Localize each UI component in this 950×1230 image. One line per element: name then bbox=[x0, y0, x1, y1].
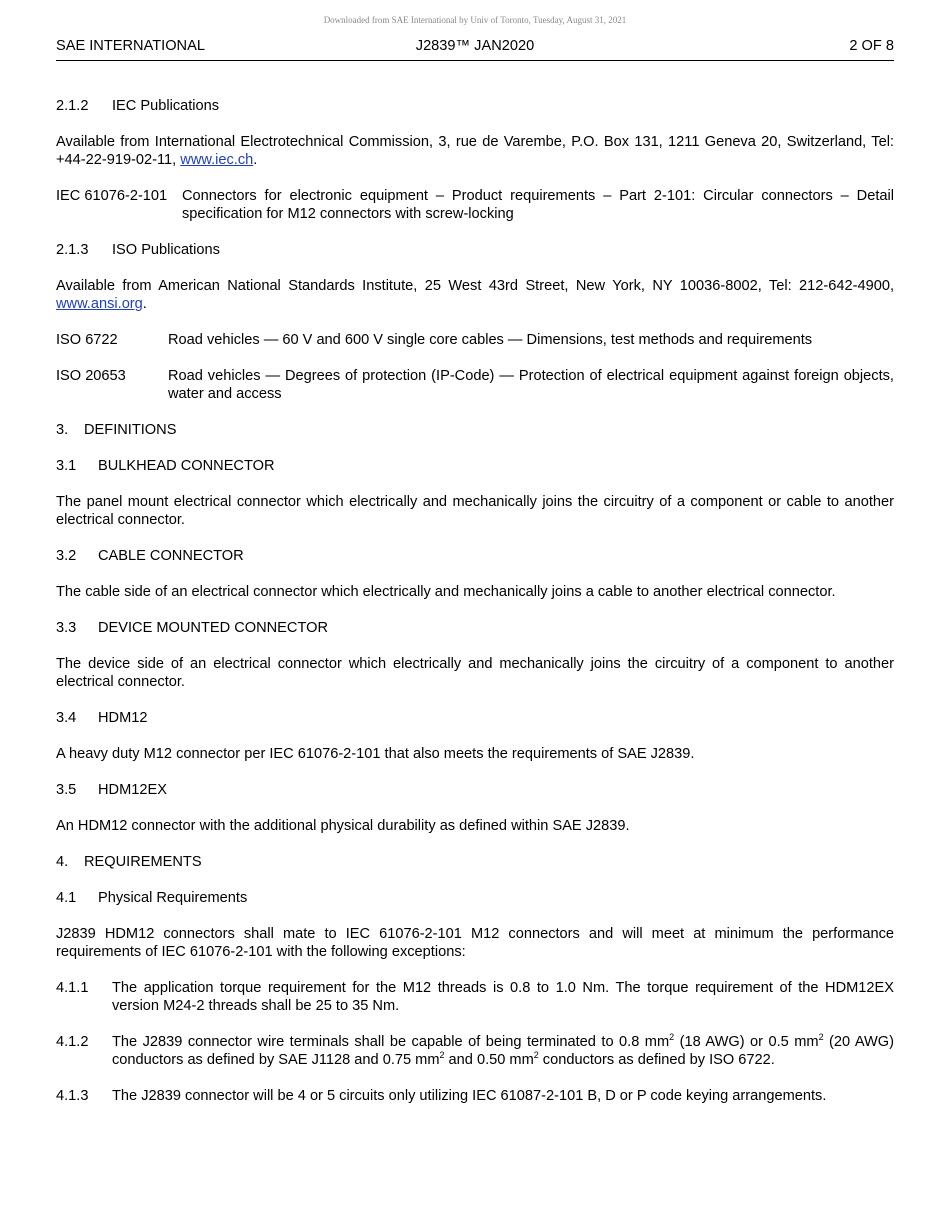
requirement-4-1-2: 4.1.2 The J2839 connector wire terminals shall be capable of being terminated to 0.8 $mm^2$ (18 AWG) or 0.5 $mm^2$ (20 AWG) conductors as defined by SAE J1128 and 0.75 $mm^2$ and 0.50 $mm^2$ conductors as defined by ISO 6722. bbox=[56, 1032, 894, 1068]
ansi-link[interactable]: www.ansi.org bbox=[56, 296, 143, 312]
section-heading-2-1-3: 2.1.3 ISO Publications bbox=[56, 242, 220, 258]
iec-availability: Available from International Electrotechnical Commission, 3, rue de Varembe, P.O. Box 131, 1211 Geneva 20, Switzerland, Tel: +44-22-919-02-11, www.iec.ch. bbox=[56, 134, 894, 168]
physical-requirements-intro: J2839 HDM12 connectors shall mate to IEC 61076-2-101 M12 connectors and will meet at minimum the performance requirements of IEC 61076-2-101 with the following exceptions: bbox=[56, 926, 894, 960]
requirement-4-1-1: 4.1.1 The application torque requirement for the M12 threads is 0.8 to 1.0 Nm. The torque requirement of the HDM12EX version M24-2 threads shall be 25 to 35 Nm. bbox=[56, 980, 894, 1014]
header-page-number: 2 OF 8 bbox=[849, 38, 894, 54]
reference-iso-6722: ISO 6722 Road vehicles — 60 V and 600 V single core cables — Dimensions, test methods and requirements bbox=[56, 332, 813, 348]
page-header bbox=[56, 38, 894, 61]
section-heading-2-1-2: 2.1.2 IEC Publications bbox=[56, 98, 220, 114]
section-heading-4: 4. REQUIREMENTS bbox=[56, 854, 202, 870]
requirement-4-1-3: 4.1.3 The J2839 connector will be 4 or 5 circuits only utilizing IEC 61087-2-101 B, D or P code keying arrangements. bbox=[56, 1088, 827, 1104]
reference-iec-61076: IEC 61076-2-101 Connectors for electronic equipment – Product requirements – Part 2-101: Circular connectors – Detail specification for M12 connectors with screw-locking bbox=[56, 188, 894, 222]
header-org: SAE INTERNATIONAL bbox=[56, 38, 205, 54]
section-heading-3-5: 3.5 HDM12EX bbox=[56, 782, 167, 798]
section-heading-3-2: 3.2 CABLE CONNECTOR bbox=[56, 548, 244, 564]
definition-device-mounted-connector: The device side of an electrical connector which electrically and mechanically joins the circuitry of a component to another electrical connector. bbox=[56, 656, 894, 690]
section-heading-3-1: 3.1 BULKHEAD CONNECTOR bbox=[56, 458, 275, 474]
section-heading-3-4: 3.4 HDM12 bbox=[56, 710, 148, 726]
definition-bulkhead-connector: The panel mount electrical connector which electrically and mechanically joins the circuitry of a component or cable to another electrical connector. bbox=[56, 494, 894, 528]
ansi-availability: Available from American National Standards Institute, 25 West 43rd Street, New York, NY 10036-8002, Tel: 212-642-4900, www.ansi.org. bbox=[56, 278, 894, 312]
reference-iso-20653: ISO 20653 Road vehicles — Degrees of protection (IP-Code) — Protection of electrical equipment against foreign objects, water and access bbox=[56, 368, 894, 402]
section-heading-3: 3. DEFINITIONS bbox=[56, 422, 177, 438]
definition-hdm12: A heavy duty M12 connector per IEC 61076-2-101 that also meets the requirements of SAE J2839. bbox=[56, 746, 695, 762]
section-heading-4-1: 4.1 Physical Requirements bbox=[56, 890, 248, 906]
definition-hdm12ex: An HDM12 connector with the additional physical durability as defined within SAE J2839. bbox=[56, 818, 630, 834]
section-heading-3-3: 3.3 DEVICE MOUNTED CONNECTOR bbox=[56, 620, 329, 636]
header-doc-id: J2839™ JAN2020 bbox=[415, 38, 535, 54]
iec-link[interactable]: www.iec.ch bbox=[180, 152, 254, 168]
download-watermark: Downloaded from SAE International by Univ of Toronto, Tuesday, August 31, 2021 bbox=[323, 15, 627, 25]
definition-cable-connector: The cable side of an electrical connector which electrically and mechanically joins a cable to another electrical connector. bbox=[56, 584, 836, 600]
document-body bbox=[56, 97, 894, 1123]
